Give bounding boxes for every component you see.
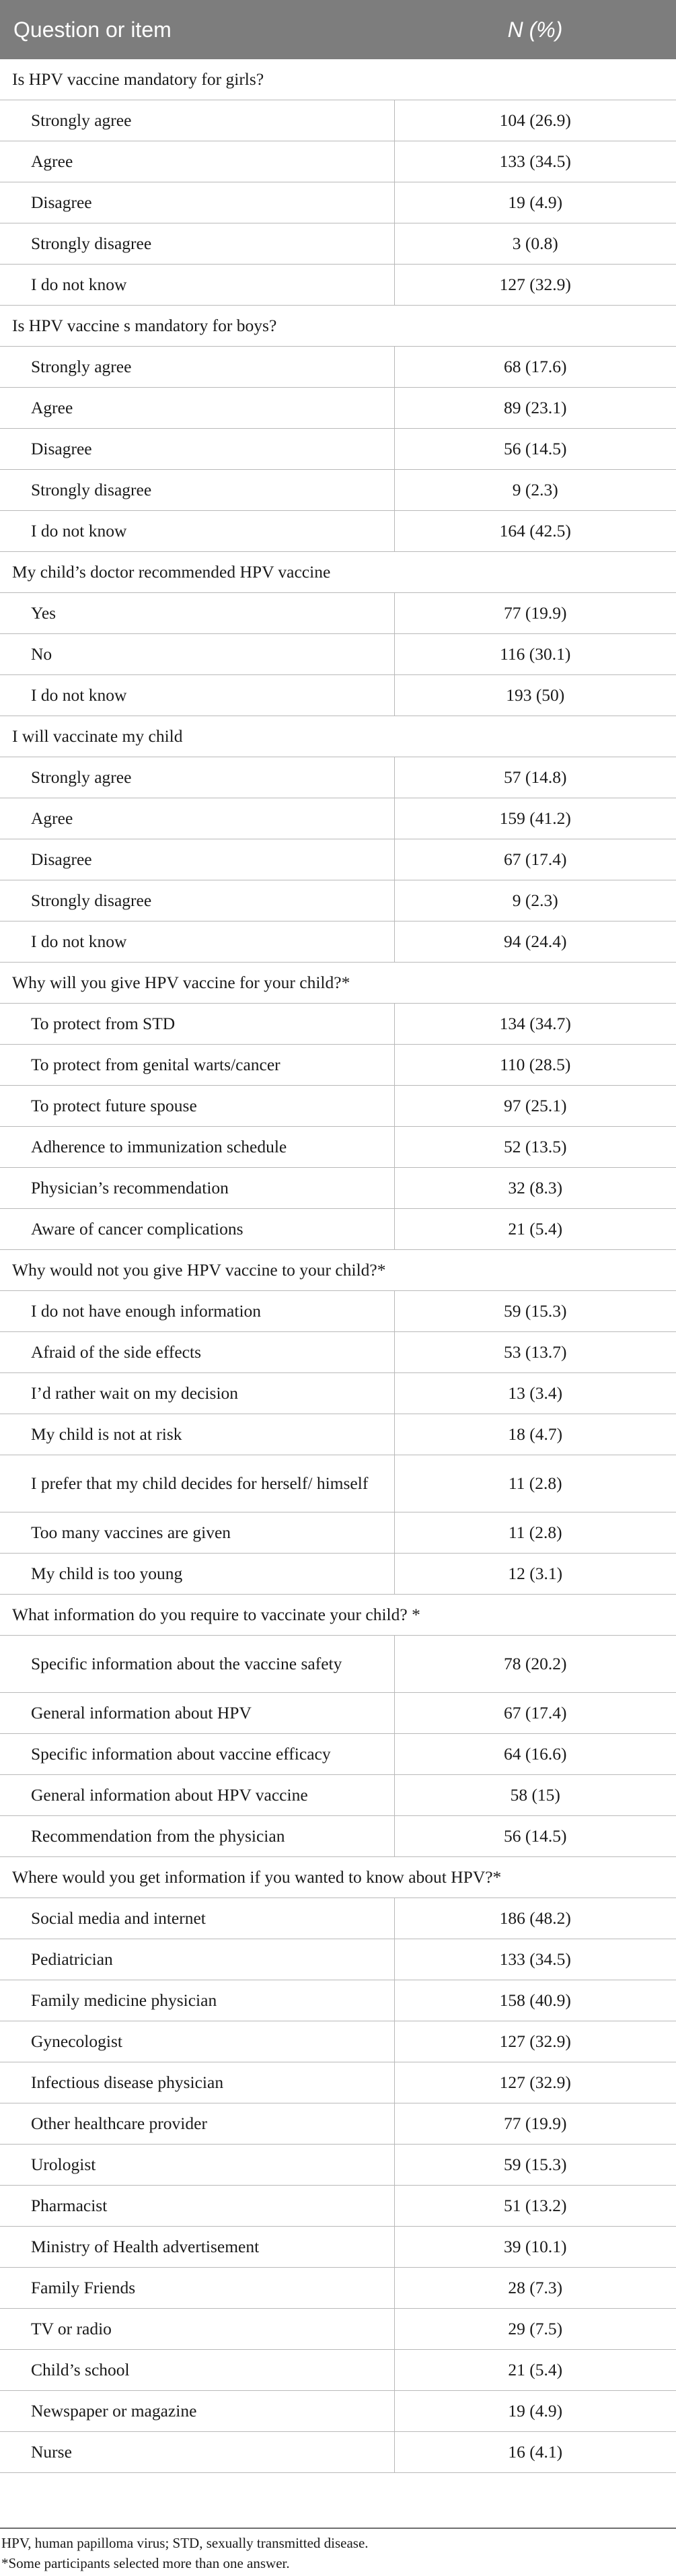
answer-count: 13 (3.4) bbox=[394, 1373, 676, 1414]
question-row bbox=[0, 1250, 676, 1291]
answer-row bbox=[0, 388, 676, 429]
answer-count: 56 (14.5) bbox=[394, 1816, 676, 1857]
answer-row bbox=[0, 1816, 676, 1857]
answer-count: 127 (32.9) bbox=[394, 265, 676, 306]
answer-label: Strongly disagree bbox=[0, 470, 394, 511]
table-header bbox=[0, 0, 676, 59]
answer-row bbox=[0, 429, 676, 470]
answer-label: My child is not at risk bbox=[0, 1414, 394, 1455]
answer-count: 21 (5.4) bbox=[394, 1209, 676, 1250]
answer-row bbox=[0, 2350, 676, 2391]
answer-row bbox=[0, 634, 676, 675]
answer-label: Adherence to immunization schedule bbox=[0, 1127, 394, 1168]
answer-label: Ministry of Health advertisement bbox=[0, 2227, 394, 2268]
answer-label: Recommendation from the physician bbox=[0, 1816, 394, 1857]
question-row bbox=[0, 1595, 676, 1636]
answer-row bbox=[0, 2391, 676, 2432]
question-text: Is HPV vaccine s mandatory for boys? bbox=[0, 306, 676, 347]
answer-label: Physician’s recommendation bbox=[0, 1168, 394, 1209]
footnote-asterisk: *Some participants selected more than one answer. bbox=[1, 2555, 290, 2571]
answer-count: 18 (4.7) bbox=[394, 1414, 676, 1455]
answer-count: 9 (2.3) bbox=[394, 470, 676, 511]
answer-label: Strongly disagree bbox=[0, 880, 394, 921]
question-text: My child’s doctor recommended HPV vaccine bbox=[0, 552, 676, 593]
answer-count: 11 (2.8) bbox=[394, 1455, 676, 1512]
answer-label: To protect from STD bbox=[0, 1004, 394, 1045]
answer-count: 77 (19.9) bbox=[394, 593, 676, 634]
answer-row bbox=[0, 1332, 676, 1373]
answer-label: I’d rather wait on my decision bbox=[0, 1373, 394, 1414]
answer-count: 58 (15) bbox=[394, 1775, 676, 1816]
answer-count: 32 (8.3) bbox=[394, 1168, 676, 1209]
answer-count: 19 (4.9) bbox=[394, 182, 676, 223]
answer-label: Disagree bbox=[0, 182, 394, 223]
answer-label: Urologist bbox=[0, 2145, 394, 2186]
answer-row bbox=[0, 1414, 676, 1455]
answer-row bbox=[0, 1734, 676, 1775]
answer-count: 164 (42.5) bbox=[394, 511, 676, 552]
answer-count: 64 (16.6) bbox=[394, 1734, 676, 1775]
answer-row bbox=[0, 1512, 676, 1554]
answer-label: Nurse bbox=[0, 2432, 394, 2473]
answer-count: 9 (2.3) bbox=[394, 880, 676, 921]
answer-count: 89 (23.1) bbox=[394, 388, 676, 429]
answer-row bbox=[0, 1980, 676, 2021]
answer-label: Other healthcare provider bbox=[0, 2103, 394, 2145]
answer-row bbox=[0, 798, 676, 839]
answer-label: Child’s school bbox=[0, 2350, 394, 2391]
answer-label: My child is too young bbox=[0, 1554, 394, 1595]
answer-count: 39 (10.1) bbox=[394, 2227, 676, 2268]
answer-row bbox=[0, 1693, 676, 1734]
answer-row bbox=[0, 1636, 676, 1693]
question-row bbox=[0, 306, 676, 347]
header-n-percent-column: N (%) bbox=[394, 0, 676, 59]
answer-label: TV or radio bbox=[0, 2309, 394, 2350]
question-text: What information do you require to vaccinate your child? * bbox=[0, 1595, 676, 1636]
answer-label: Gynecologist bbox=[0, 2021, 394, 2062]
answer-label: Family Friends bbox=[0, 2268, 394, 2309]
answer-count: 53 (13.7) bbox=[394, 1332, 676, 1373]
answer-row bbox=[0, 1554, 676, 1595]
answer-row bbox=[0, 265, 676, 306]
answer-label: No bbox=[0, 634, 394, 675]
answer-label: Family medicine physician bbox=[0, 1980, 394, 2021]
answer-count: 11 (2.8) bbox=[394, 1512, 676, 1554]
answer-row bbox=[0, 347, 676, 388]
answer-label: I do not know bbox=[0, 265, 394, 306]
answer-count: 59 (15.3) bbox=[394, 2145, 676, 2186]
answer-count: 57 (14.8) bbox=[394, 757, 676, 798]
answer-count: 3 (0.8) bbox=[394, 223, 676, 265]
answer-row bbox=[0, 2186, 676, 2227]
answer-count: 77 (19.9) bbox=[394, 2103, 676, 2145]
answer-label: Specific information about the vaccine safety bbox=[0, 1636, 394, 1693]
answer-count: 158 (40.9) bbox=[394, 1980, 676, 2021]
answer-count: 51 (13.2) bbox=[394, 2186, 676, 2227]
answer-count: 94 (24.4) bbox=[394, 921, 676, 963]
answer-label: Strongly agree bbox=[0, 347, 394, 388]
answer-count: 19 (4.9) bbox=[394, 2391, 676, 2432]
answer-row bbox=[0, 1209, 676, 1250]
answer-row bbox=[0, 182, 676, 223]
answer-row bbox=[0, 880, 676, 921]
answer-count: 133 (34.5) bbox=[394, 141, 676, 182]
answer-row bbox=[0, 1291, 676, 1332]
answer-row bbox=[0, 1004, 676, 1045]
answer-count: 133 (34.5) bbox=[394, 1939, 676, 1980]
answer-count: 159 (41.2) bbox=[394, 798, 676, 839]
answer-label: Pharmacist bbox=[0, 2186, 394, 2227]
answer-count: 67 (17.4) bbox=[394, 839, 676, 880]
answer-row bbox=[0, 100, 676, 141]
answer-count: 12 (3.1) bbox=[394, 1554, 676, 1595]
answer-label: I do not know bbox=[0, 675, 394, 716]
answer-count: 21 (5.4) bbox=[394, 2350, 676, 2391]
answer-count: 110 (28.5) bbox=[394, 1045, 676, 1086]
answer-label: General information about HPV vaccine bbox=[0, 1775, 394, 1816]
answer-count: 67 (17.4) bbox=[394, 1693, 676, 1734]
answer-label: To protect future spouse bbox=[0, 1086, 394, 1127]
answer-row bbox=[0, 593, 676, 634]
answer-label: I do not have enough information bbox=[0, 1291, 394, 1332]
answer-count: 68 (17.6) bbox=[394, 347, 676, 388]
answer-row bbox=[0, 1898, 676, 1939]
answer-row bbox=[0, 141, 676, 182]
table-footnotes bbox=[0, 2528, 676, 2573]
answer-row bbox=[0, 2309, 676, 2350]
answer-label: Yes bbox=[0, 593, 394, 634]
answer-count: 116 (30.1) bbox=[394, 634, 676, 675]
answer-label: I do not know bbox=[0, 921, 394, 963]
question-text: Is HPV vaccine mandatory for girls? bbox=[0, 59, 676, 100]
answer-label: Agree bbox=[0, 798, 394, 839]
answer-count: 59 (15.3) bbox=[394, 1291, 676, 1332]
question-text: Why will you give HPV vaccine for your child?* bbox=[0, 963, 676, 1004]
question-row bbox=[0, 59, 676, 100]
answer-count: 134 (34.7) bbox=[394, 1004, 676, 1045]
answer-label: Specific information about vaccine efficacy bbox=[0, 1734, 394, 1775]
answer-row bbox=[0, 2432, 676, 2473]
answer-row bbox=[0, 921, 676, 963]
answer-row bbox=[0, 1086, 676, 1127]
answer-row bbox=[0, 839, 676, 880]
answer-label: Pediatrician bbox=[0, 1939, 394, 1980]
answer-label: Disagree bbox=[0, 839, 394, 880]
header-question-column: Question or item bbox=[0, 0, 394, 59]
answer-count: 104 (26.9) bbox=[394, 100, 676, 141]
answer-row bbox=[0, 470, 676, 511]
answer-row bbox=[0, 2145, 676, 2186]
answer-row bbox=[0, 2021, 676, 2062]
footnote-abbreviations: HPV, human papilloma virus; STD, sexually transmitted disease. bbox=[1, 2535, 369, 2551]
answer-label: General information about HPV bbox=[0, 1693, 394, 1734]
answer-row bbox=[0, 675, 676, 716]
answer-label: Strongly agree bbox=[0, 100, 394, 141]
question-text: Where would you get information if you wanted to know about HPV?* bbox=[0, 1857, 676, 1898]
answer-label: Disagree bbox=[0, 429, 394, 470]
answer-count: 97 (25.1) bbox=[394, 1086, 676, 1127]
answer-count: 28 (7.3) bbox=[394, 2268, 676, 2309]
question-text: Why would not you give HPV vaccine to your child?* bbox=[0, 1250, 676, 1291]
question-row bbox=[0, 716, 676, 757]
answer-label: Strongly disagree bbox=[0, 223, 394, 265]
answer-label: To protect from genital warts/cancer bbox=[0, 1045, 394, 1086]
answer-label: Infectious disease physician bbox=[0, 2062, 394, 2103]
answer-row bbox=[0, 511, 676, 552]
answer-label: Agree bbox=[0, 388, 394, 429]
question-row bbox=[0, 552, 676, 593]
answer-row bbox=[0, 1168, 676, 1209]
answer-label: I prefer that my child decides for herself/ himself bbox=[0, 1455, 394, 1512]
answer-row bbox=[0, 1127, 676, 1168]
answer-label: Aware of cancer complications bbox=[0, 1209, 394, 1250]
answer-row bbox=[0, 223, 676, 265]
answer-count: 127 (32.9) bbox=[394, 2021, 676, 2062]
answer-label: Strongly agree bbox=[0, 757, 394, 798]
answer-count: 127 (32.9) bbox=[394, 2062, 676, 2103]
answer-count: 186 (48.2) bbox=[394, 1898, 676, 1939]
question-row bbox=[0, 1857, 676, 1898]
answer-row bbox=[0, 1775, 676, 1816]
answer-count: 56 (14.5) bbox=[394, 429, 676, 470]
answer-label: Social media and internet bbox=[0, 1898, 394, 1939]
answer-label: I do not know bbox=[0, 511, 394, 552]
answer-row bbox=[0, 757, 676, 798]
question-text: I will vaccinate my child bbox=[0, 716, 676, 757]
answer-label: Too many vaccines are given bbox=[0, 1512, 394, 1554]
answer-count: 29 (7.5) bbox=[394, 2309, 676, 2350]
answer-label: Newspaper or magazine bbox=[0, 2391, 394, 2432]
answer-row bbox=[0, 1373, 676, 1414]
answer-count: 193 (50) bbox=[394, 675, 676, 716]
answer-row bbox=[0, 2227, 676, 2268]
answer-label: Agree bbox=[0, 141, 394, 182]
answer-row bbox=[0, 2103, 676, 2145]
answer-row bbox=[0, 2062, 676, 2103]
answer-label: Afraid of the side effects bbox=[0, 1332, 394, 1373]
answer-row bbox=[0, 1939, 676, 1980]
answer-row bbox=[0, 1455, 676, 1512]
answer-count: 16 (4.1) bbox=[394, 2432, 676, 2473]
table-body bbox=[0, 59, 676, 2473]
answer-row bbox=[0, 1045, 676, 1086]
question-row bbox=[0, 963, 676, 1004]
answer-count: 78 (20.2) bbox=[394, 1636, 676, 1693]
answer-row bbox=[0, 2268, 676, 2309]
answer-count: 52 (13.5) bbox=[394, 1127, 676, 1168]
